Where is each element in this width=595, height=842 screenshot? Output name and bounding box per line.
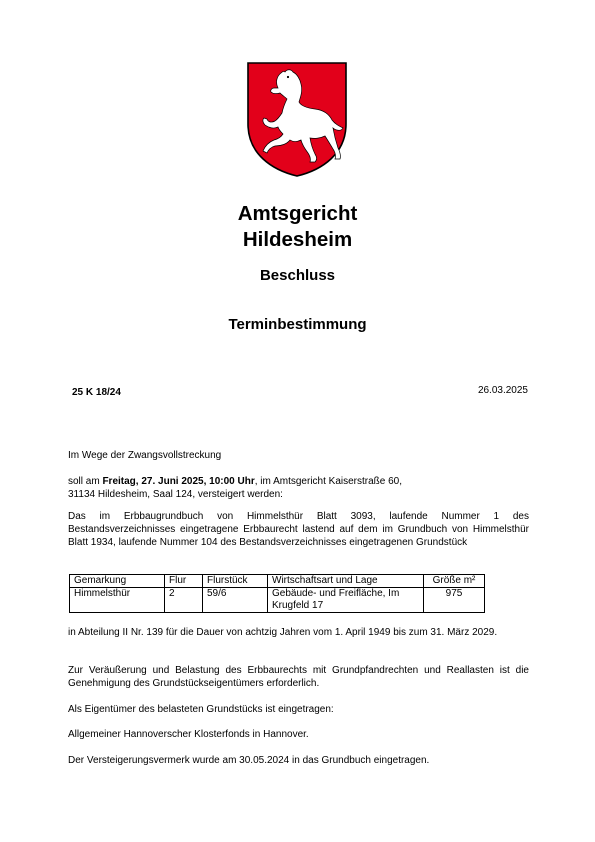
cell-flurstueck: 59/6	[203, 588, 268, 613]
document-type: Beschluss	[259, 267, 336, 284]
coat-of-arms-icon	[247, 62, 347, 177]
col-header-groesse: Größe m²	[424, 575, 485, 588]
property-table	[69, 574, 485, 613]
court-name-line-2: Hildesheim	[242, 228, 353, 251]
object-description: Das im Erbbaugrundbuch von Himmelsthür Blatt 3093, laufende Nummer 1 des Bestandsverzeichnisses eingetragene Erbbaurecht lastend auf dem im Grundbuch von Himmelsthür Blatt 1934, laufende Nummer 104 des Bestandsverzeichnisses eingetragenen Grundstück	[68, 511, 529, 548]
col-header-flurstueck: Flurstück	[203, 575, 268, 588]
auction-datetime: Freitag, 27. Juni 2025, 10:00 Uhr	[102, 476, 255, 487]
owner-intro: Als Eigentümer des belasteten Grundstücks ist eingetragen:	[68, 704, 334, 715]
col-header-gemarkung: Gemarkung	[70, 575, 165, 588]
owner-name: Allgemeiner Hannoverscher Klosterfonds in Hannover.	[68, 729, 309, 740]
document-date: 26.03.2025	[477, 385, 528, 396]
intro-paragraph: Im Wege der Zwangsvollstreckung	[68, 450, 222, 461]
document-subject: Terminbestimmung	[228, 316, 367, 333]
termin-location-line-2: 31134 Hildesheim, Saal 124, versteigert werden:	[68, 489, 283, 500]
table-header-row	[70, 575, 485, 588]
encumbrance-paragraph: in Abteilung II Nr. 139 für die Dauer von achtzig Jahren vom 1. April 1949 bis zum 31. März 2029.	[68, 627, 498, 638]
court-name-line-1: Amtsgericht	[237, 202, 358, 225]
cell-flur: 2	[165, 588, 203, 613]
case-number: 25 K 18/24	[72, 387, 121, 398]
auction-date-paragraph	[68, 475, 529, 501]
cell-wirtschaftsart: Gebäude- und Freifläche, Im Krugfeld 17	[268, 588, 424, 613]
cell-gemarkung: Himmelsthür	[70, 588, 165, 613]
termin-location: , im Amtsgericht Kaiserstraße 60,	[254, 476, 403, 487]
col-header-flur: Flur	[165, 575, 203, 588]
table-row	[70, 588, 485, 613]
termin-prefix: soll am	[68, 476, 103, 487]
cell-groesse: 975	[424, 588, 485, 613]
consent-paragraph: Zur Veräußerung und Belastung des Erbbaurechts mit Grundpfandrechten und Reallasten ist die Genehmigung des Grundstückseigentümers erforderlich.	[68, 665, 529, 689]
register-note: Der Versteigerungsvermerk wurde am 30.05.2024 in das Grundbuch eingetragen.	[68, 755, 430, 766]
col-header-wirtschaftsart: Wirtschaftsart und Lage	[268, 575, 424, 588]
